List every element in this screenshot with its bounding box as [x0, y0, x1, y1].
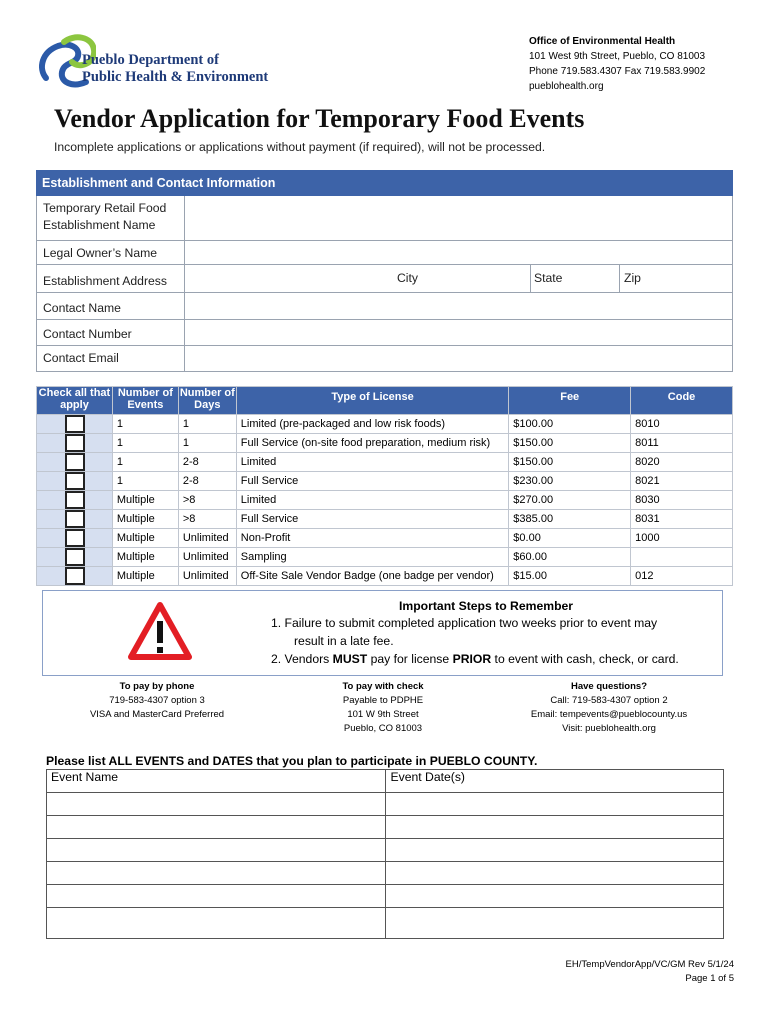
license-type-cell: Limited: [236, 491, 509, 510]
license-days-cell: 2-8: [178, 453, 236, 472]
event-row: [47, 793, 724, 816]
license-days-cell: 1: [178, 415, 236, 434]
event-row: [47, 862, 724, 885]
license-code-cell: [631, 548, 733, 567]
event-name-header: Event Name: [47, 770, 386, 793]
page-subtitle: Incomplete applications or applications without payment (if required), will not be processed.: [54, 140, 546, 154]
checkbox-icon[interactable]: [65, 567, 85, 585]
license-check-cell: [37, 567, 113, 586]
license-fee-cell: $15.00: [509, 567, 631, 586]
license-events-cell: 1: [112, 415, 178, 434]
step-2: 2. Vendors MUST pay for license PRIOR to event with cash, check, or card.: [271, 652, 679, 666]
event-name-field[interactable]: [47, 862, 386, 885]
license-code-cell: 8020: [631, 453, 733, 472]
license-type-cell: Non-Profit: [236, 529, 509, 548]
must-emphasis: MUST: [332, 652, 368, 666]
event-name-field[interactable]: [47, 885, 386, 908]
license-fee-cell: $100.00: [509, 415, 631, 434]
have-questions: Have questions? Call: 719-583-4307 option 2 Email: tempevents@pueblocounty.us Visit: pueblohealth.org: [530, 681, 688, 734]
license-check-cell: [37, 510, 113, 529]
license-fee-cell: $150.00: [509, 434, 631, 453]
checkbox-icon[interactable]: [65, 529, 85, 547]
owner-name-label: Legal Owner’s Name: [43, 246, 158, 260]
page-number: Page 1 of 5: [685, 973, 734, 984]
event-date-field[interactable]: [386, 885, 724, 908]
license-code-cell: 8030: [631, 491, 733, 510]
license-code-cell: 8021: [631, 472, 733, 491]
event-date-field[interactable]: [386, 862, 724, 885]
establishment-form: [36, 196, 733, 372]
license-row: [37, 567, 733, 586]
office-phone-fax: Phone 719.583.4307 Fax 719.583.9902: [529, 66, 706, 77]
establishment-name-field[interactable]: [185, 196, 733, 240]
license-days-cell: >8: [178, 510, 236, 529]
page-title: Vendor Application for Temporary Food Events: [54, 104, 585, 133]
license-check-cell: [37, 529, 113, 548]
license-fee-cell: $60.00: [509, 548, 631, 567]
license-row: [37, 472, 733, 491]
address-label: Establishment Address: [43, 274, 167, 288]
license-type-cell: Off-Site Sale Vendor Badge (one badge per vendor): [236, 567, 509, 586]
license-check-cell: [37, 415, 113, 434]
logo-line2: Public Health & Environment: [82, 69, 269, 85]
temp-food-name-label-2: Establishment Name: [43, 218, 156, 232]
event-row: [47, 908, 724, 939]
license-row: [37, 434, 733, 453]
col-code-header: Code: [631, 387, 733, 415]
license-type-cell: Limited: [236, 453, 509, 472]
event-name-field[interactable]: [47, 908, 386, 939]
license-code-cell: 1000: [631, 529, 733, 548]
state-label: State: [534, 271, 563, 285]
prior-emphasis: PRIOR: [452, 652, 492, 666]
checkbox-icon[interactable]: [65, 472, 85, 490]
event-row: [47, 885, 724, 908]
revision-info: EH/TempVendorApp/VC/GM Rev 5/1/24: [565, 959, 734, 970]
license-days-cell: 1: [178, 434, 236, 453]
col-check-header: Check all that apply: [37, 387, 113, 415]
event-date-header: Event Date(s): [386, 770, 724, 793]
license-events-cell: 1: [112, 434, 178, 453]
license-code-cell: 8010: [631, 415, 733, 434]
temp-food-name-label-1: Temporary Retail Food: [43, 201, 167, 215]
license-fee-cell: $230.00: [509, 472, 631, 491]
pdphe-logo: [36, 32, 269, 96]
zip-field[interactable]: [620, 265, 733, 292]
col-fee-header: Fee: [509, 387, 631, 415]
col-days-header: Number of Days: [178, 387, 236, 415]
events-instruction: Please list ALL EVENTS and DATES that you plan to participate in PUEBLO COUNTY.: [46, 754, 538, 768]
event-row: [47, 816, 724, 839]
license-days-cell: 2-8: [178, 472, 236, 491]
contact-number-field[interactable]: [185, 320, 733, 345]
col-events-header: Number of Events: [112, 387, 178, 415]
pay-phone-title: To pay by phone: [119, 681, 195, 692]
event-name-field[interactable]: [47, 793, 386, 816]
license-code-cell: 8031: [631, 510, 733, 529]
checkbox-icon[interactable]: [65, 491, 85, 509]
license-check-cell: [37, 453, 113, 472]
contact-name-label: Contact Name: [43, 301, 121, 315]
logo-line1: Pueblo Department of: [82, 52, 219, 68]
checkbox-icon[interactable]: [65, 415, 85, 433]
city-field[interactable]: [390, 265, 530, 292]
office-info: [529, 34, 705, 94]
license-row: [37, 453, 733, 472]
license-type-cell: Sampling: [236, 548, 509, 567]
event-date-field[interactable]: [386, 908, 724, 939]
office-address: 101 West 9th Street, Pueblo, CO 81003: [529, 51, 706, 62]
license-fee-cell: $0.00: [509, 529, 631, 548]
license-row: [37, 491, 733, 510]
office-website: pueblohealth.org: [529, 81, 604, 92]
contact-number-label: Contact Number: [43, 327, 132, 341]
events-header-row: [47, 770, 724, 793]
office-name: Office of Environmental Health: [529, 36, 676, 47]
license-days-cell: Unlimited: [178, 567, 236, 586]
checkbox-icon[interactable]: [65, 434, 85, 452]
checkbox-icon[interactable]: [65, 548, 85, 566]
license-events-cell: Multiple: [112, 491, 178, 510]
pay-by-phone: To pay by phone 719-583-4307 option 3 VISA and MasterCard Preferred: [89, 681, 225, 720]
events-table: [46, 769, 724, 939]
contact-name-field[interactable]: [185, 293, 733, 319]
license-events-cell: 1: [112, 453, 178, 472]
license-fee-cell: $270.00: [509, 491, 631, 510]
license-days-cell: Unlimited: [178, 529, 236, 548]
questions-title: Have questions?: [570, 681, 648, 692]
license-fee-cell: $385.00: [509, 510, 631, 529]
pay-with-check: To pay with check Payable to PDPHE 101 W 9th Street Pueblo, CO 81003: [342, 681, 424, 734]
event-date-field[interactable]: [386, 816, 724, 839]
pay-check-title: To pay with check: [342, 681, 424, 692]
state-field[interactable]: [531, 265, 619, 292]
license-type-cell: Limited (pre-packaged and low risk foods): [236, 415, 509, 434]
license-table: [36, 386, 733, 586]
license-days-cell: Unlimited: [178, 548, 236, 567]
event-name-field[interactable]: [47, 816, 386, 839]
address-field[interactable]: [185, 265, 390, 292]
event-date-field[interactable]: [386, 793, 724, 816]
license-row: [37, 548, 733, 567]
license-code-cell: 012: [631, 567, 733, 586]
col-type-header: Type of License: [236, 387, 509, 415]
license-type-cell: Full Service (on-site food preparation, medium risk): [236, 434, 509, 453]
license-fee-cell: $150.00: [509, 453, 631, 472]
license-code-cell: 8011: [631, 434, 733, 453]
license-check-cell: [37, 548, 113, 567]
license-days-cell: >8: [178, 491, 236, 510]
license-type-cell: Full Service: [236, 472, 509, 491]
questions-website: Visit: pueblohealth.org: [562, 723, 656, 734]
owner-name-field[interactable]: [185, 241, 733, 264]
city-label: City: [397, 271, 418, 285]
warning-triangle-icon: [127, 601, 193, 661]
step-1-line-1: 1. Failure to submit completed application two weeks prior to event may: [271, 616, 658, 630]
event-date-field[interactable]: [386, 839, 724, 862]
event-row: [47, 839, 724, 862]
page-footer: [530, 958, 734, 986]
license-row: [37, 529, 733, 548]
license-events-cell: Multiple: [112, 567, 178, 586]
license-events-cell: Multiple: [112, 529, 178, 548]
license-events-cell: 1: [112, 472, 178, 491]
contact-email-label: Contact Email: [43, 351, 119, 365]
license-row: [37, 415, 733, 434]
license-check-cell: [37, 472, 113, 491]
license-row: [37, 510, 733, 529]
license-type-cell: Full Service: [236, 510, 509, 529]
license-events-cell: Multiple: [112, 548, 178, 567]
license-check-cell: [37, 434, 113, 453]
questions-email: Email: tempevents@pueblocounty.us: [530, 709, 688, 720]
license-check-cell: [37, 491, 113, 510]
establishment-section-header: Establishment and Contact Information: [36, 170, 733, 196]
important-steps-box: [42, 590, 723, 676]
contact-email-field[interactable]: [185, 346, 733, 371]
license-table-header: [37, 387, 733, 415]
license-events-cell: Multiple: [112, 510, 178, 529]
event-name-field[interactable]: [47, 839, 386, 862]
steps-title: Important Steps to Remember: [399, 599, 574, 613]
zip-label: Zip: [624, 271, 641, 285]
step-1-line-2: result in a late fee.: [294, 634, 394, 648]
checkbox-icon[interactable]: [65, 453, 85, 471]
checkbox-icon[interactable]: [65, 510, 85, 528]
